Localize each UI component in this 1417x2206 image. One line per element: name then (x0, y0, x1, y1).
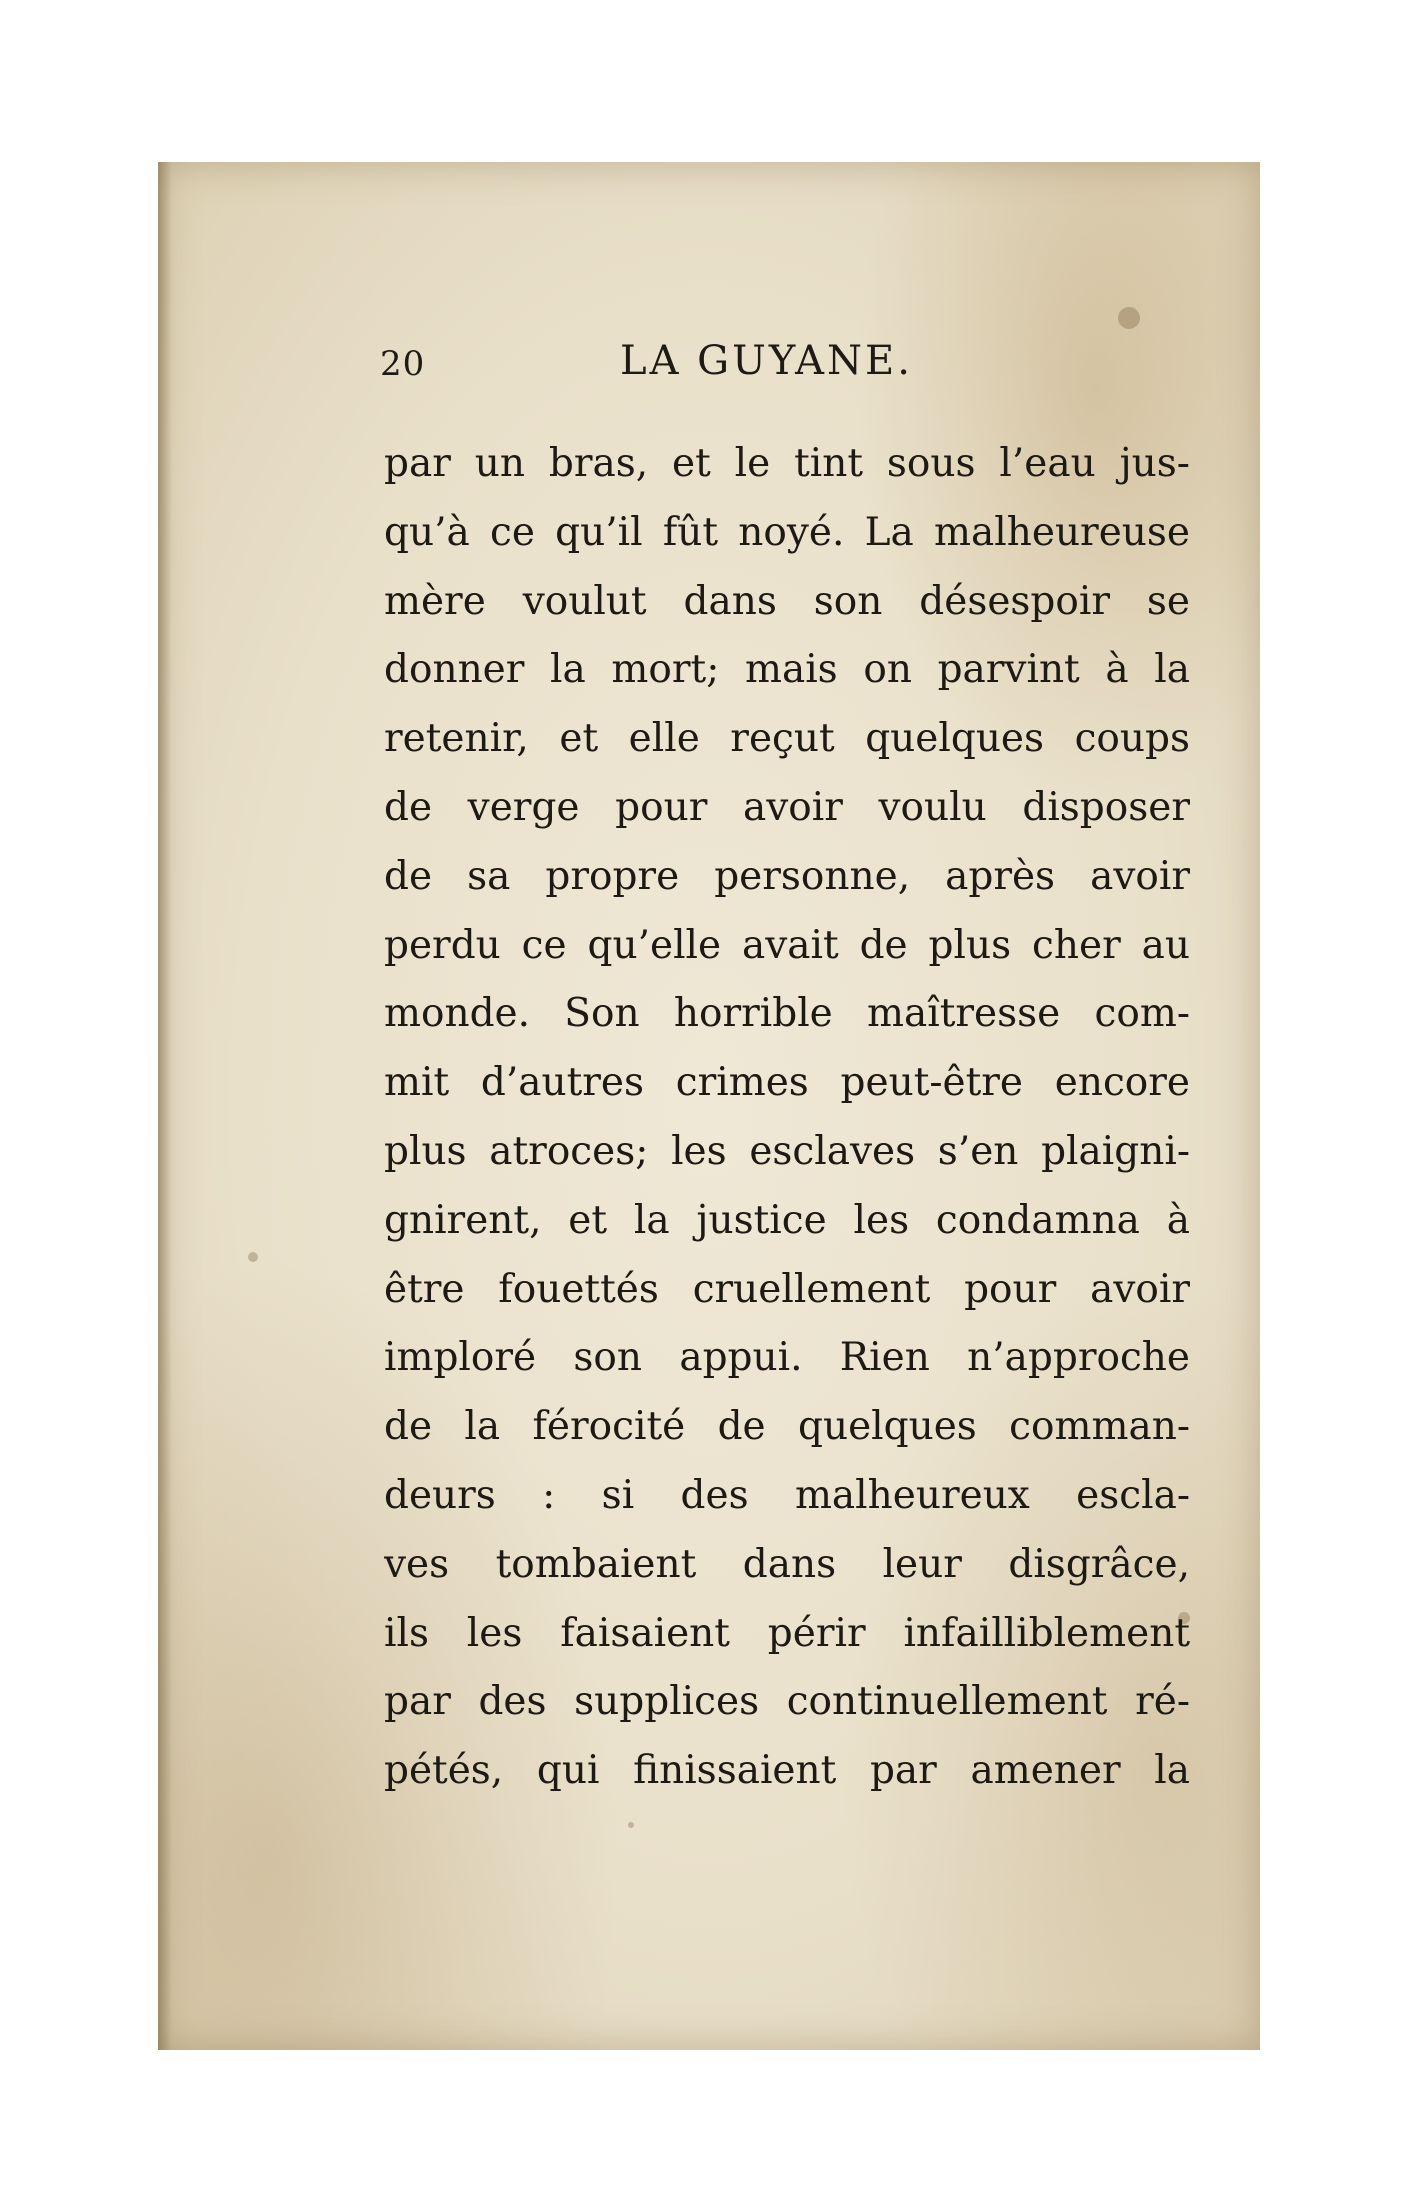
paper-stain (628, 1822, 634, 1828)
text-line: par un bras, et le tint sous l’eau jus- (384, 441, 1190, 486)
text-line: retenir, et elle reçut quelques coups (384, 716, 1190, 762)
page-edge-shadow (158, 162, 172, 2050)
text-line: mit d’autres crimes peut-être encore (384, 1060, 1190, 1106)
text-line: mère voulut dans son désespoir se (384, 578, 1190, 624)
paper-stain (1118, 307, 1140, 329)
running-head (158, 338, 1260, 404)
text-line: pétés, qui finissaient par amener la (384, 1748, 1190, 1794)
text-line: par des supplices continuellement ré- (384, 1679, 1190, 1725)
text-line: de verge pour avoir voulu disposer (384, 784, 1190, 830)
text-line: donner la mort; mais on parvint à la (384, 647, 1190, 693)
paper-stain (248, 1252, 258, 1262)
text-line: être fouettés cruellement pour avoir (384, 1266, 1190, 1312)
text-line: deurs : si des malheureux escla- (384, 1472, 1190, 1518)
running-title: LA GUYANE. (620, 338, 913, 384)
text-line: qu’à ce qu’il fût noyé. La malheureuse (384, 509, 1190, 555)
text-line: de la férocité de quelques comman- (384, 1404, 1190, 1450)
text-line: plus atroces; les esclaves s’en plaigni- (384, 1128, 1190, 1174)
text-line: perdu ce qu’elle avait de plus cher au (384, 922, 1190, 968)
text-line: ves tombaient dans leur disgrâce, (384, 1541, 1190, 1587)
text-line: monde. Son horrible maîtresse com- (384, 991, 1190, 1037)
text-line: gnirent, et la justice les condamna à (384, 1197, 1190, 1243)
text-line: ils les faisaient périr infailliblement (384, 1610, 1190, 1656)
book-page (158, 162, 1260, 2050)
text-line: imploré son appui. Rien n’approche (384, 1335, 1190, 1381)
body-text (384, 430, 1190, 1806)
page-number: 20 (380, 344, 426, 384)
text-line: de sa propre personne, après avoir (384, 853, 1190, 899)
